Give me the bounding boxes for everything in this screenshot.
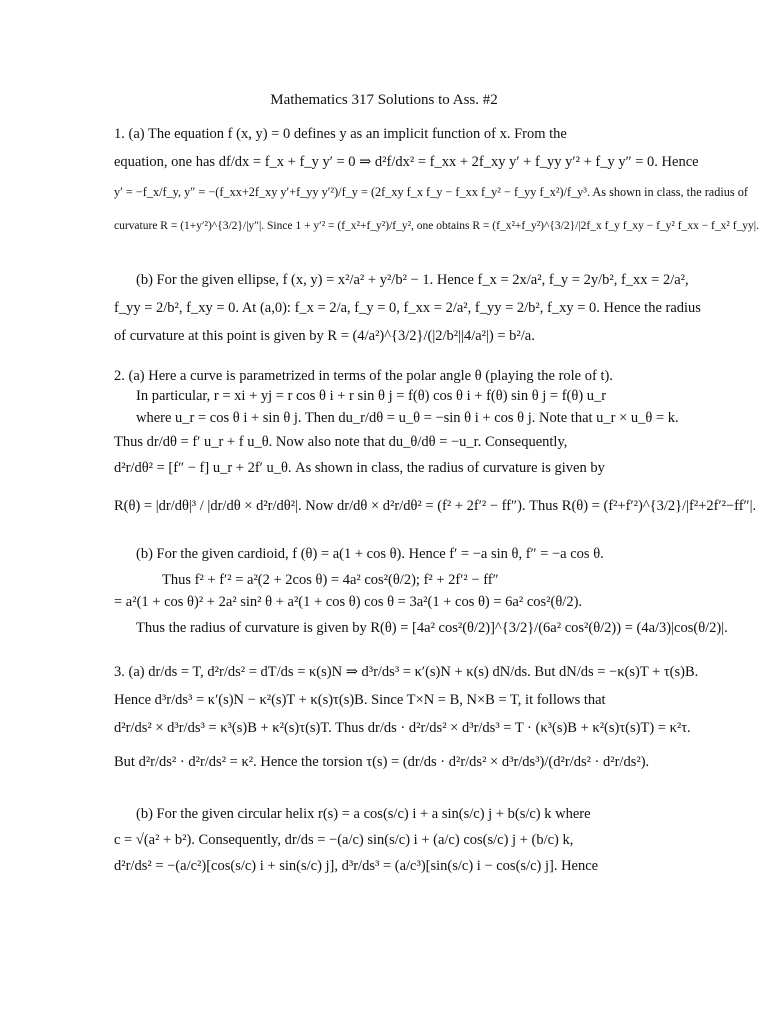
q1a-line-1: 1. (a) The equation f (x, y) = 0 defines y as an implicit function of x. From the <box>114 126 567 142</box>
q2a-line-4: Thus dr/dθ = f′ u_r + f u_θ. Now also note that du_θ/dθ = −u_r. Consequently, <box>114 434 568 450</box>
q2b-line-4: Thus the radius of curvature is given by R(θ) = [4a² cos²(θ/2)]^{3/2}/(6a² cos²(θ/2)) = (4a/3)|cos(θ/2)|. <box>136 620 728 636</box>
q2a-line-1: 2. (a) Here a curve is parametrized in terms of the polar angle θ (playing the role of t). <box>114 368 613 384</box>
q1a-line-3: y′ = −f_x/f_y, y″ = −(f_xx+2f_xy y′+f_yy y′²)/f_y = (2f_xy f_x f_y − f_xx f_y² − f_yy f_x²)/f_y³. As shown in class, the radius of <box>114 185 748 199</box>
q1a-line-4: curvature R = (1+y′²)^{3/2}/|y″|. Since 1 + y′² = (f_x²+f_y²)/f_y², one obtains R = (f_x²+f_y²)^{3/2}/|2f_x f_y f_xy − f_y² f_xx − f_x² f_yy|. <box>114 220 759 232</box>
q2a-line-3: where u_r = cos θ i + sin θ j. Then du_r/dθ = u_θ = −sin θ i + cos θ j. Note that u_r × u_θ = k. <box>136 410 679 426</box>
q3a-line-4: But d²r/ds² · d²r/ds² = κ². Hence the torsion τ(s) = (dr/ds · d²r/ds² × d³r/ds³)/(d²r/ds² · d²r/ds²). <box>114 754 650 770</box>
q2b-line-1: (b) For the given cardioid, f (θ) = a(1 + cos θ). Hence f′ = −a sin θ, f″ = −a cos θ. <box>136 546 604 562</box>
q2b-line-2: Thus f² + f′² = a²(2 + 2cos θ) = 4a² cos²(θ/2); f² + 2f′² − ff″ <box>162 572 499 588</box>
q2b-line-3: = a²(1 + cos θ)² + 2a² sin² θ + a²(1 + cos θ) cos θ = 3a²(1 + cos θ) = 6a² cos²(θ/2). <box>114 594 583 610</box>
q1a-line-2: equation, one has df/dx = f_x + f_y y′ = 0 ⇒ d²f/dx² = f_xx + 2f_xy y′ + f_yy y′² + f_y y″ = 0. Hence <box>114 154 699 170</box>
q2a-line-2: In particular, r = xi + yj = r cos θ i + r sin θ j = f(θ) cos θ i + f(θ) sin θ j = f(θ) u_r <box>136 388 607 404</box>
q3b-line-3: d²r/ds² = −(a/c²)[cos(s/c) i + sin(s/c) j], d³r/ds³ = (a/c³)[sin(s/c) i − cos(s/c) j]. Hence <box>114 858 599 874</box>
q1b-line-1: (b) For the given ellipse, f (x, y) = x²/a² + y²/b² − 1. Hence f_x = 2x/a², f_y = 2y/b², f_xx = 2/a², <box>136 272 689 288</box>
q2a-line-5: d²r/dθ² = [f″ − f] u_r + 2f′ u_θ. As shown in class, the radius of curvature is given by <box>114 460 605 476</box>
q3b-line-2: c = √(a² + b²). Consequently, dr/ds = −(a/c) sin(s/c) i + (a/c) cos(s/c) j + (b/c) k, <box>114 832 574 848</box>
q1b-line-2: f_yy = 2/b², f_xy = 0. At (a,0): f_x = 2/a, f_y = 0, f_xx = 2/a², f_yy = 2/b², f_xy = 0. Hence the radius <box>114 300 701 316</box>
q1b-line-3: of curvature at this point is given by R = (4/a²)^{3/2}/(|2/b²||4/a²|) = b²/a. <box>114 328 535 344</box>
q2a-line-6: R(θ) = |dr/dθ|³ / |dr/dθ × d²r/dθ²|. Now dr/dθ × d²r/dθ² = (f² + 2f′² − ff″). Thus R(θ) = (f²+f′²)^{3/2}/|f²+2f′²−ff″|. <box>114 498 757 514</box>
q3a-line-1: 3. (a) dr/ds = T, d²r/ds² = dT/ds = κ(s)N ⇒ d³r/ds³ = κ′(s)N + κ(s) dN/ds. But dN/ds = −κ(s)T + τ(s)B. <box>114 664 699 680</box>
q3b-line-1: (b) For the given circular helix r(s) = a cos(s/c) i + a sin(s/c) j + b(s/c) k where <box>136 806 591 822</box>
q3a-line-3: d²r/ds² × d³r/ds³ = κ³(s)B + κ²(s)τ(s)T. Thus dr/ds · d²r/ds² × d³r/ds³ = T · (κ³(s)B + κ²(s)τ(s)T) = κ²τ. <box>114 720 691 736</box>
q3a-line-2: Hence d³r/ds³ = κ′(s)N − κ²(s)T + κ(s)τ(s)B. Since T×N = B, N×B = T, it follows that <box>114 692 606 708</box>
page-title: Mathematics 317 Solutions to Ass. #2 <box>270 92 498 108</box>
